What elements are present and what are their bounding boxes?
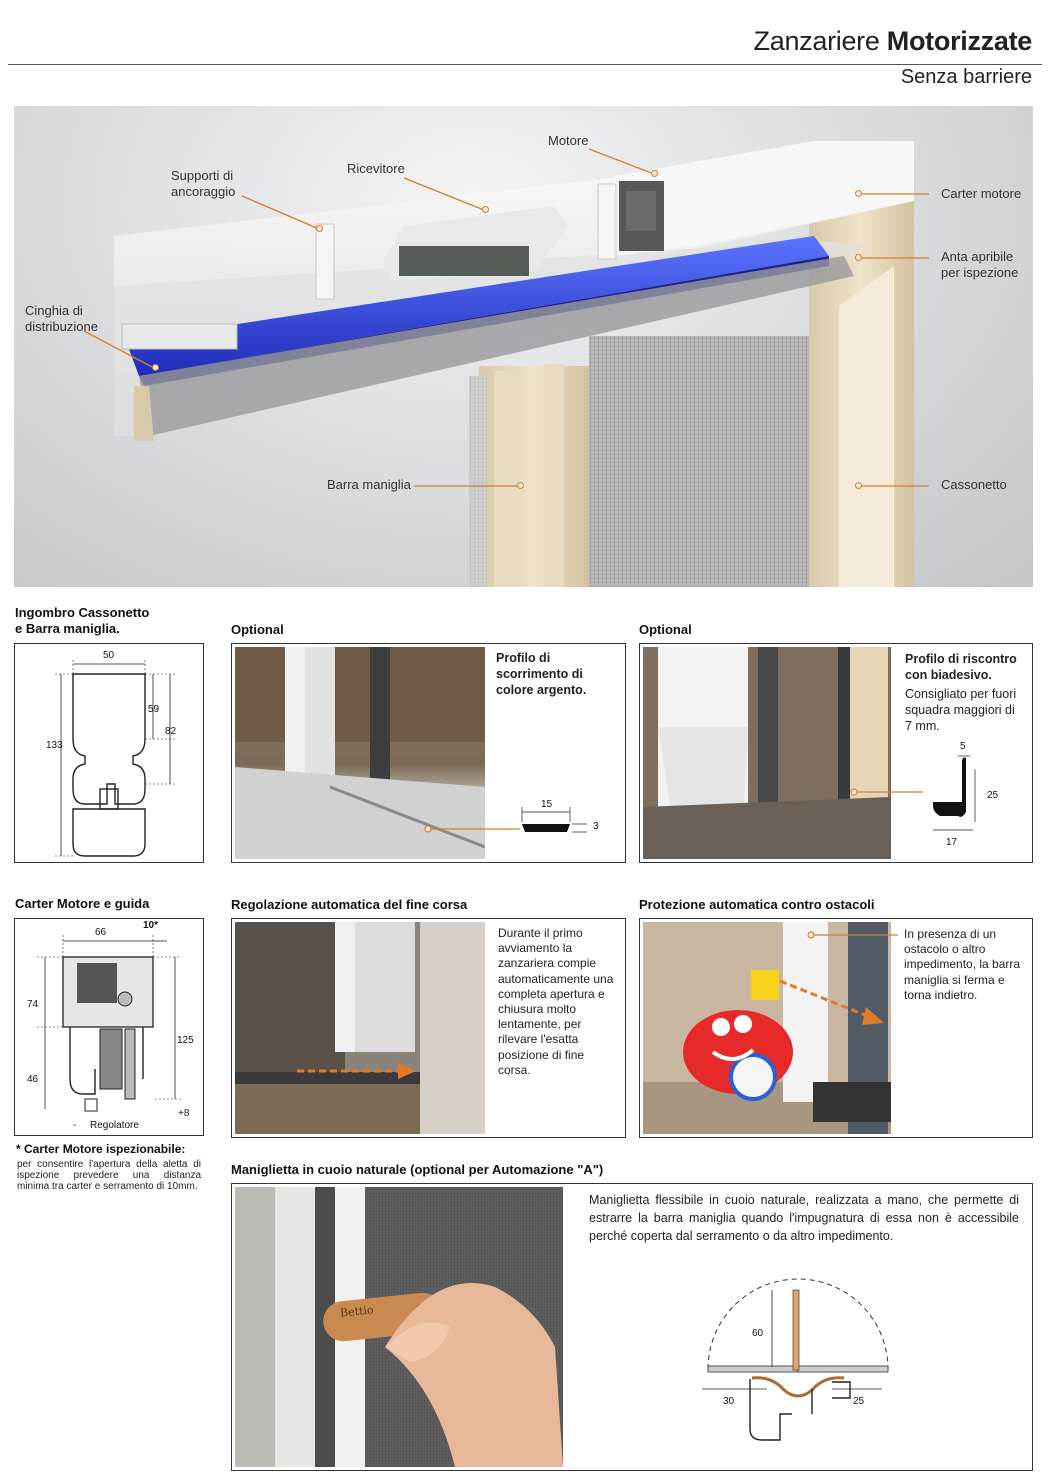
optional-1-title-1: Profilo di xyxy=(496,651,551,665)
dim-width: 50 xyxy=(103,650,115,661)
callout-dot xyxy=(855,254,862,261)
hero-illustration xyxy=(14,106,1033,587)
label-anta-2: per ispezione xyxy=(941,265,1019,280)
optional-2-dim-side: 25 xyxy=(987,790,999,801)
optional-1-dim-h: 3 xyxy=(593,821,599,832)
label-ricevitore: Ricevitore xyxy=(347,161,405,176)
callout-dot xyxy=(855,482,862,489)
maniglietta-dim-right: 25 xyxy=(853,1396,865,1407)
maniglietta-box xyxy=(231,1183,1033,1471)
ingombro-profile-drawing xyxy=(15,644,203,862)
carter-dim-h2: 46 xyxy=(27,1074,39,1085)
regolazione-text: Durante il primo avviamento la zanzariera compie automaticamente una completa apertura e chiusura molto lentamente, per rilevare l'esatta posizione di fine corsa. xyxy=(498,926,614,1077)
carter-heading: Carter Motore e guida xyxy=(15,896,150,911)
label-supporti-1: Supporti di xyxy=(171,168,234,183)
protezione-heading: Protezione automatica contro ostacoli xyxy=(639,897,875,912)
protezione-text: In presenza di un ostacolo o altro impedimento, la barra maniglia si ferma e torna indietro. xyxy=(904,927,1021,1002)
callout-dot xyxy=(517,482,524,489)
carter-minus: - xyxy=(73,1120,77,1131)
protezione-box xyxy=(639,918,1033,1138)
optional-2-box xyxy=(639,643,1033,863)
optional-2-heading: Optional xyxy=(639,622,692,637)
carter-dim-w: 66 xyxy=(95,927,107,938)
carter-note-body: per consentire l'apertura della aletta di ispezione prevedere una distanza minima tra carter e serramento di 10mm. xyxy=(17,1159,201,1192)
optional-2-body-1: Consigliato per fuori xyxy=(905,687,1017,701)
maniglietta-section-drawing xyxy=(232,1184,1033,1471)
optional-1-heading: Optional xyxy=(231,622,284,637)
carter-regolatore: Regolatore xyxy=(90,1120,139,1131)
callout-dot xyxy=(316,225,323,232)
optional-2-body-2: squadra maggiori di xyxy=(905,703,1015,717)
page-title-light: Zanzariere xyxy=(753,26,880,56)
dim-total-height: 133 xyxy=(46,740,63,751)
ingombro-heading-2: e Barra maniglia. xyxy=(15,621,120,636)
optional-1-dim-w: 15 xyxy=(541,799,553,810)
dim-mid-height: 82 xyxy=(165,726,177,737)
optional-2-dim-bottom: 17 xyxy=(946,837,958,848)
optional-1-title-2: scorrimento di xyxy=(496,667,583,681)
ingombro-drawing-box xyxy=(14,643,204,863)
carter-dim-h1: 74 xyxy=(27,999,39,1010)
optional-1-title-3: colore argento. xyxy=(496,683,587,697)
label-cassonetto: Cassonetto xyxy=(941,477,1007,492)
optional-2-title-1: Profilo di riscontro xyxy=(905,652,1017,666)
carter-profile-drawing xyxy=(15,919,203,1135)
callout-dot xyxy=(152,364,159,371)
label-supporti-2: ancoraggio xyxy=(171,184,236,199)
optional-1-box xyxy=(231,643,626,863)
header-divider xyxy=(8,64,1042,65)
carter-dim-h3: 125 xyxy=(177,1035,194,1046)
maniglietta-dim-left: 30 xyxy=(723,1396,735,1407)
label-motore: Motore xyxy=(548,133,589,148)
page-subtitle: Senza barriere xyxy=(900,66,1032,88)
optional-2-dim-top: 5 xyxy=(960,741,966,752)
callout-dot xyxy=(651,170,658,177)
carter-dim-plus: +8 xyxy=(178,1108,190,1119)
dim-top-height: 59 xyxy=(148,704,160,715)
regolazione-box xyxy=(231,918,626,1138)
maniglietta-text: Maniglietta flessibile in cuoio naturale, realizzata a mano, che permette di estrarre la barra maniglia quando l'impugnatura di essa non è accessibile perché coperta dal serramento o da altro impedimento. xyxy=(589,1193,1019,1243)
callout-dot xyxy=(482,206,489,213)
page-title-bold: Motorizzate xyxy=(886,26,1032,56)
ingombro-heading-1: Ingombro Cassonetto xyxy=(15,605,150,620)
carter-dim-gap: 10* xyxy=(143,920,159,931)
optional-2-title-2: con biadesivo. xyxy=(905,668,992,682)
optional-2-body-3: 7 mm. xyxy=(905,719,940,733)
label-carter-motore: Carter motore xyxy=(941,186,1022,201)
page-title xyxy=(754,26,1032,57)
label-cinghia-2: distribuzione xyxy=(25,319,98,334)
label-cinghia-1: Cinghia di xyxy=(25,303,83,318)
maniglietta-dim-h: 60 xyxy=(752,1328,764,1339)
regolazione-heading: Regolazione automatica del fine corsa xyxy=(231,897,468,912)
maniglietta-heading: Maniglietta in cuoio naturale (optional per Automazione "A") xyxy=(231,1162,604,1177)
label-anta-1: Anta apribile xyxy=(941,249,1014,264)
label-barra-maniglia: Barra maniglia xyxy=(327,477,411,492)
carter-drawing-box xyxy=(14,918,204,1136)
hero-leader-lines xyxy=(14,106,1033,587)
callout-dot xyxy=(855,190,862,197)
carter-note-title: * Carter Motore ispezionabile: xyxy=(16,1142,186,1156)
maniglietta-tag-text: Bettio xyxy=(339,1303,375,1320)
